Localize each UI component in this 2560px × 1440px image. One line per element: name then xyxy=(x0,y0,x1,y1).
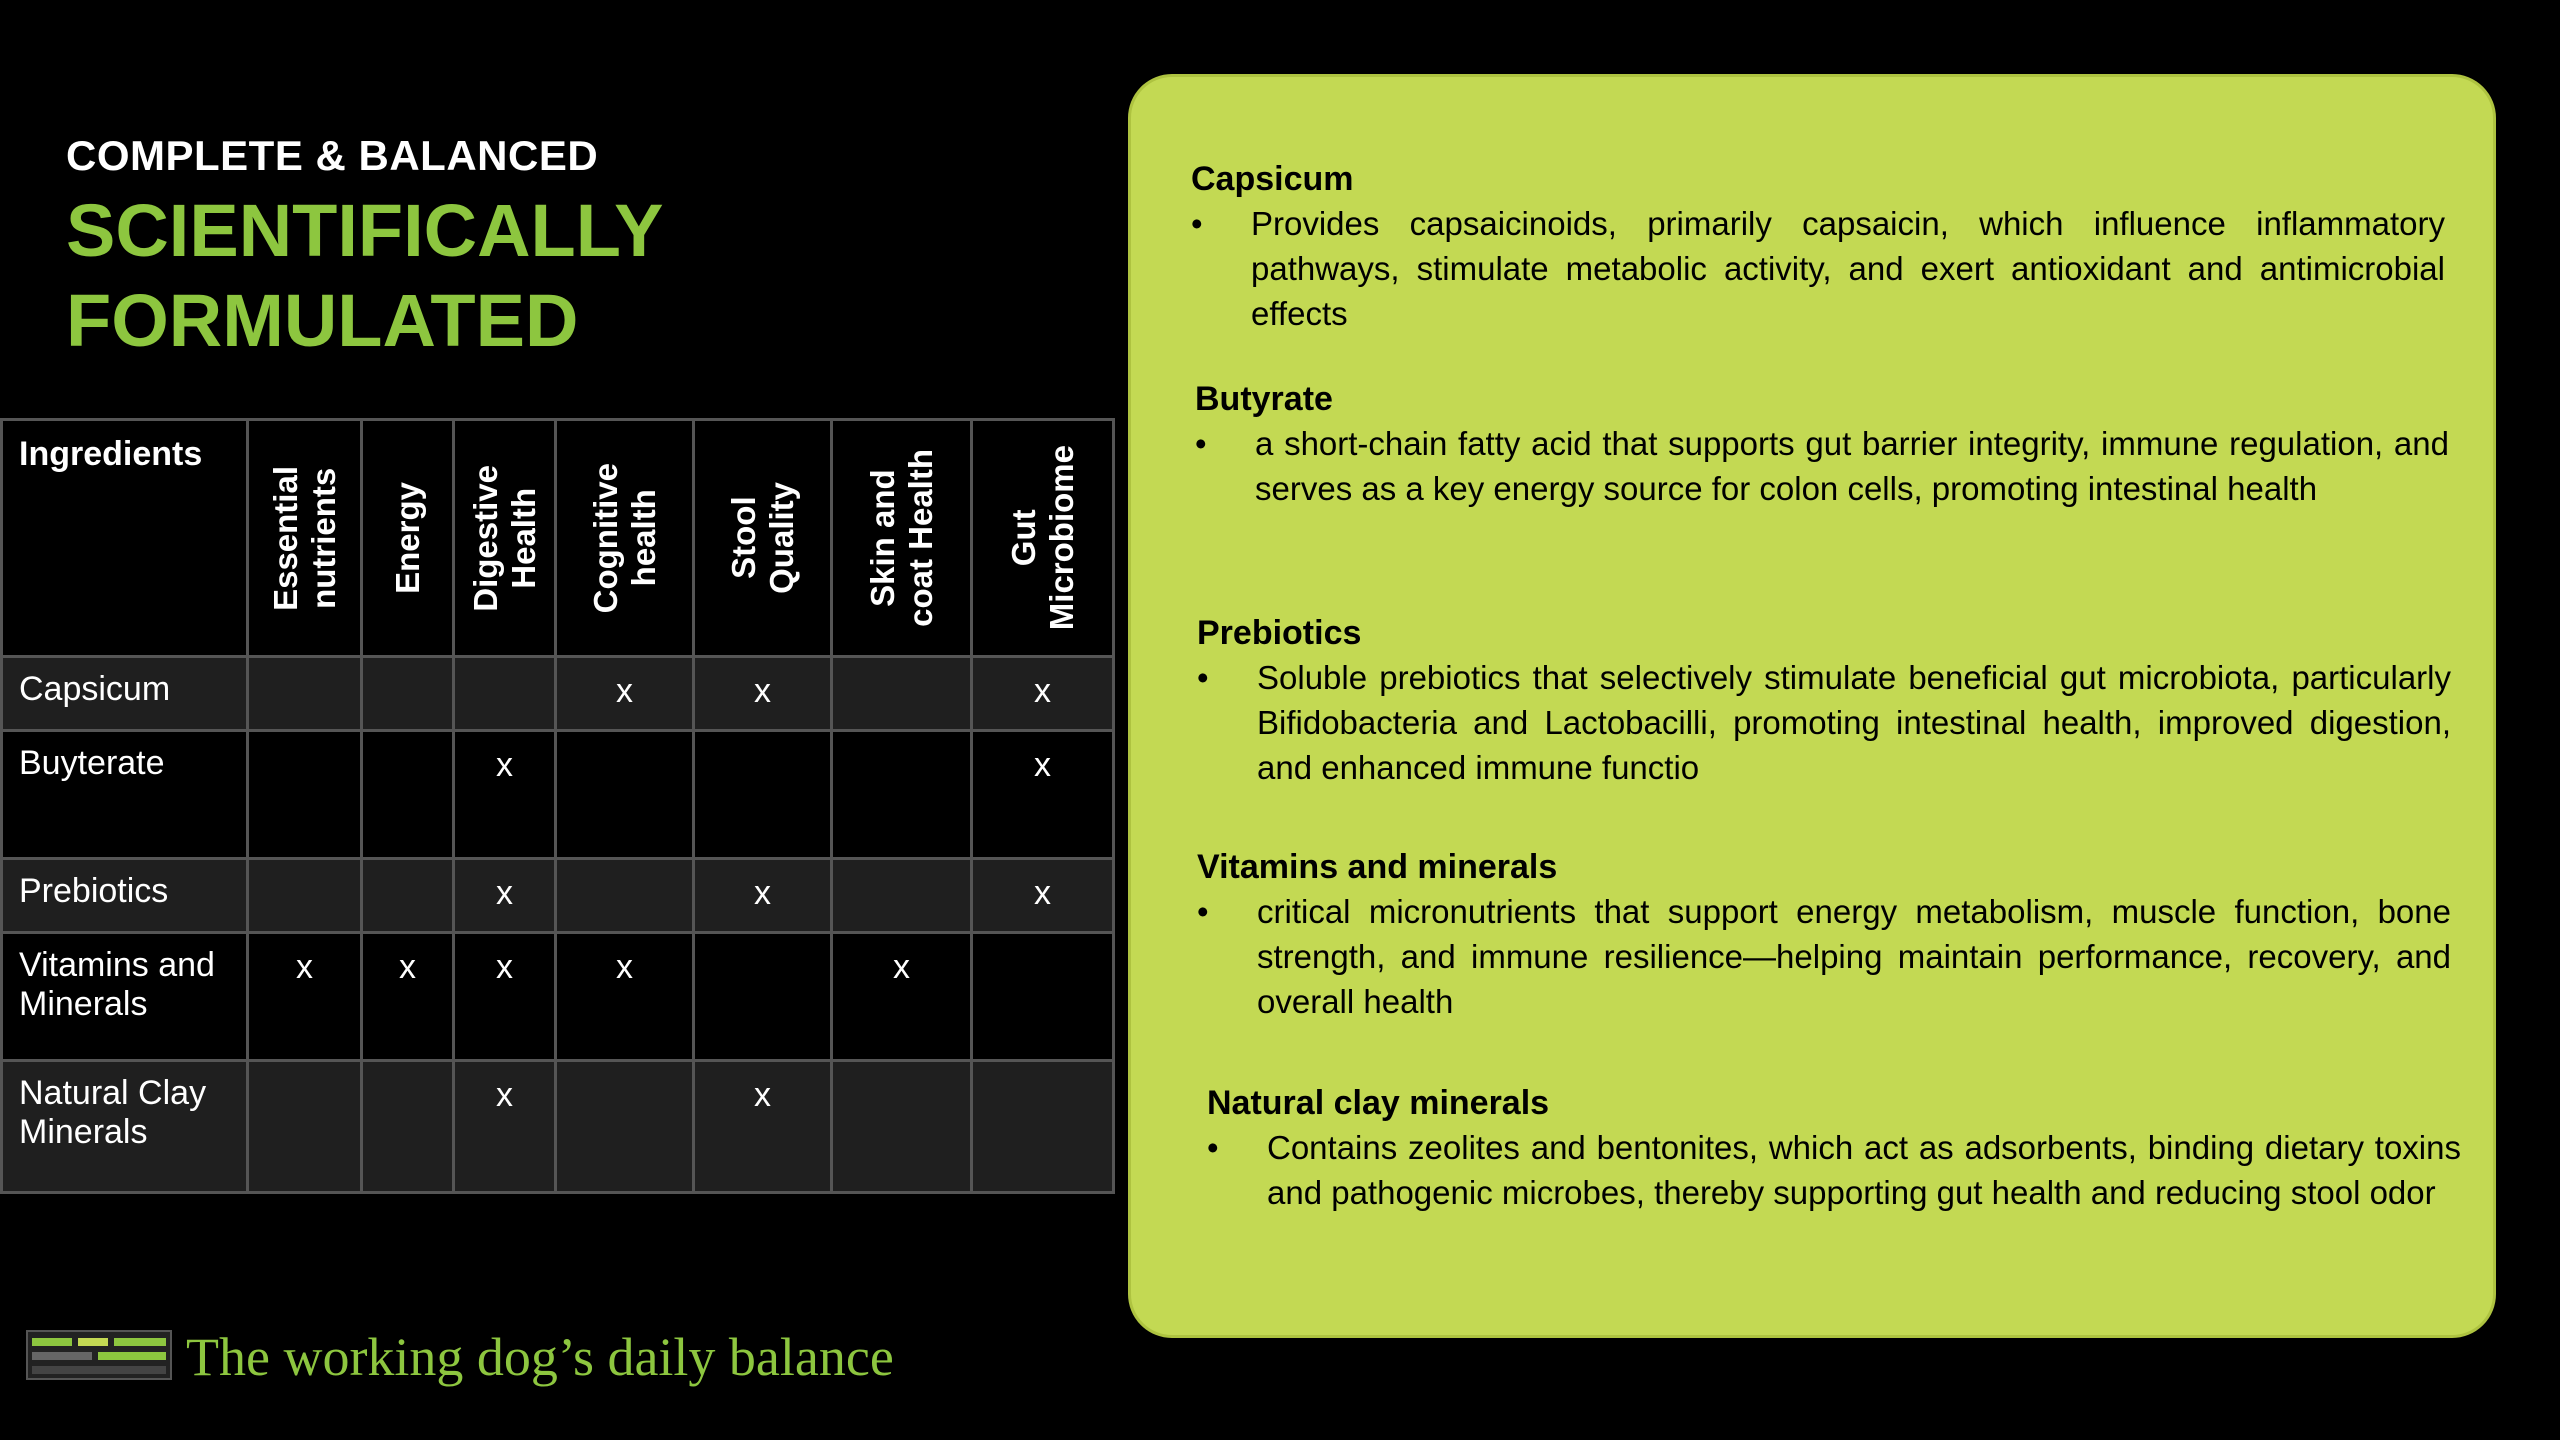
table-cell: x xyxy=(454,1061,556,1193)
table-cell xyxy=(694,933,832,1061)
table-row xyxy=(2,933,1114,1061)
section-title: Capsicum xyxy=(1191,160,1354,198)
headline-line-1: SCIENTIFICALLY xyxy=(66,189,664,272)
row-label: Prebiotics xyxy=(2,859,248,933)
table-cell: x xyxy=(694,859,832,933)
bullet-icon: • xyxy=(1191,205,1203,242)
table-cell: x xyxy=(694,1061,832,1193)
table-cell xyxy=(972,1061,1114,1193)
table-cell xyxy=(556,1061,694,1193)
bullet-icon: • xyxy=(1195,425,1207,462)
bullet-text: critical micronutrients that support energy metabolism, muscle function, bone strength, and immune resilience—helping maintain performance, recovery, and overall health xyxy=(1257,893,2451,1020)
table-cell: x xyxy=(694,657,832,731)
ingredient-descriptions-panel xyxy=(1128,74,2496,1338)
product-lineup-logo-icon xyxy=(26,1330,172,1380)
column-header xyxy=(248,420,362,657)
headline xyxy=(66,186,664,366)
table-cell xyxy=(832,1061,972,1193)
bullet-item xyxy=(1191,201,2445,336)
table-row xyxy=(2,731,1114,859)
table-cell: x xyxy=(362,933,454,1061)
section-title: Butyrate xyxy=(1195,380,1333,418)
row-label: Buyterate xyxy=(2,731,248,859)
description-section xyxy=(1207,1081,2461,1215)
description-section xyxy=(1197,611,2451,790)
column-header-label: Stool Quality xyxy=(724,482,800,594)
table-cell xyxy=(454,657,556,731)
table-cell: x xyxy=(454,933,556,1061)
table-cell: x xyxy=(832,933,972,1061)
table-cell xyxy=(832,731,972,859)
bullet-item xyxy=(1207,1125,2461,1215)
section-title: Vitamins and minerals xyxy=(1197,848,1558,886)
column-header-label: Energy xyxy=(388,482,426,594)
table-header-row xyxy=(2,420,1114,657)
table-cell xyxy=(362,731,454,859)
table-cell xyxy=(832,859,972,933)
table-cell xyxy=(694,731,832,859)
column-header-label: Skin and coat Health xyxy=(863,449,939,627)
column-header xyxy=(454,420,556,657)
kicker-title: COMPLETE & BALANCED xyxy=(66,132,599,179)
bullet-text: Provides capsaicinoids, primarily capsaicin, which influence inflammatory pathways, stimulate metabolic activity, and exert antioxidant and antimicrobial effects xyxy=(1251,205,2445,332)
description-section xyxy=(1191,157,2445,336)
bullet-item xyxy=(1197,889,2451,1024)
table-corner-label: Ingredients xyxy=(2,420,248,657)
table-cell xyxy=(362,1061,454,1193)
column-header xyxy=(556,420,694,657)
table-cell xyxy=(832,657,972,731)
table-cell xyxy=(362,657,454,731)
row-label: Vitamins and Minerals xyxy=(2,933,248,1061)
ingredient-benefit-table xyxy=(0,418,1115,1194)
column-header xyxy=(362,420,454,657)
column-header-label: Gut Microbiome xyxy=(1004,445,1080,631)
bullet-text: Contains zeolites and bentonites, which act as adsorbents, binding dietary toxins and pathogenic microbes, thereby supporting gut health and reducing stool odor xyxy=(1267,1129,2461,1211)
row-label: Capsicum xyxy=(2,657,248,731)
table-cell xyxy=(972,933,1114,1061)
table-cell: x xyxy=(248,933,362,1061)
table-cell xyxy=(248,657,362,731)
bullet-text: a short-chain fatty acid that supports gut barrier integrity, immune regulation, and serves as a key energy source for colon cells, promoting intestinal health xyxy=(1255,425,2449,507)
column-header-label: Cognitive health xyxy=(586,462,662,614)
row-label: Natural Clay Minerals xyxy=(2,1061,248,1193)
table-cell xyxy=(248,859,362,933)
table-cell: x xyxy=(972,657,1114,731)
table-cell: x xyxy=(454,859,556,933)
headline-line-2: FORMULATED xyxy=(66,279,579,362)
table-cell: x xyxy=(454,731,556,859)
table-cell: x xyxy=(556,933,694,1061)
table-cell: x xyxy=(972,859,1114,933)
table-cell xyxy=(556,731,694,859)
description-section xyxy=(1195,377,2449,511)
table-row xyxy=(2,657,1114,731)
table-cell xyxy=(248,731,362,859)
table-cell xyxy=(556,859,694,933)
column-header xyxy=(694,420,832,657)
table-cell: x xyxy=(972,731,1114,859)
footer-tagline: The working dog’s daily balance xyxy=(186,1327,894,1387)
table-cell xyxy=(362,859,454,933)
bullet-icon: • xyxy=(1197,659,1209,696)
column-header-label: Essential nutrients xyxy=(266,465,342,611)
column-header-label: Digestive Health xyxy=(466,464,542,612)
table-row xyxy=(2,1061,1114,1193)
section-title: Natural clay minerals xyxy=(1207,1084,1550,1122)
bullet-item xyxy=(1195,421,2449,511)
bullet-item xyxy=(1197,655,2451,790)
column-header xyxy=(832,420,972,657)
description-section xyxy=(1197,845,2451,1024)
table-cell xyxy=(248,1061,362,1193)
bullet-icon: • xyxy=(1197,893,1209,930)
bullet-icon: • xyxy=(1207,1129,1219,1166)
table-cell: x xyxy=(556,657,694,731)
column-header xyxy=(972,420,1114,657)
bullet-text: Soluble prebiotics that selectively stimulate beneficial gut microbiota, particularly Bifidobacteria and Lactobacilli, promoting intestinal health, improved digestion, and enhanced immune functio xyxy=(1257,659,2451,786)
section-title: Prebiotics xyxy=(1197,614,1362,652)
table-row xyxy=(2,859,1114,933)
